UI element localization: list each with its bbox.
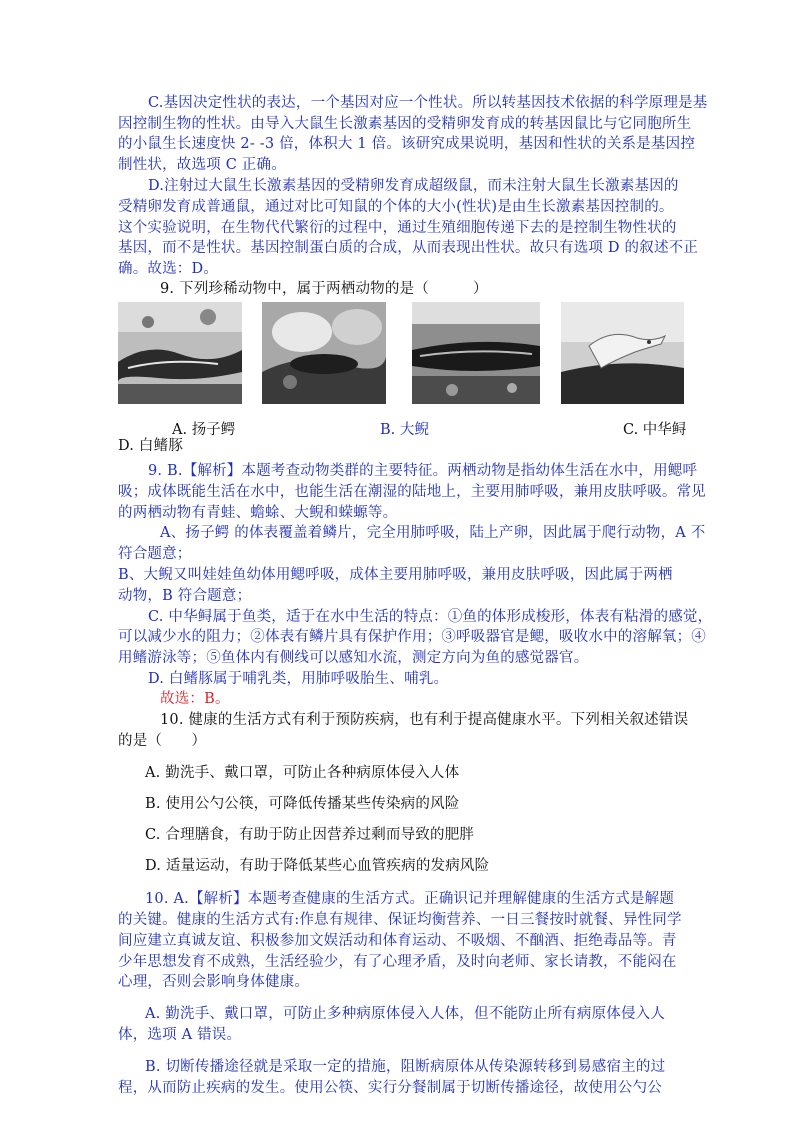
text-line: D.注射过大鼠生长激素基因的受精卵发育成超级鼠，而未注射大鼠生长激素基因的 [148,178,679,194]
text-line: 制性状，故选项 C 正确。 [118,157,286,173]
option-d: D. 白鳍豚 [118,438,184,454]
text-line: C.基因决定性状的表达，一个基因对应一个性状。所以转基因技术依据的科学原理是基 [148,95,708,111]
analysis-line: 动物，B 符合题意； [118,588,252,604]
option-c: C. 合理膳食，有助于防止因营养过剩而导致的肥胖 [145,827,475,843]
photo-chinese-sturgeon [412,302,540,404]
analysis-line: 程，从而防止疾病的发生。使用公筷、实行分餐制属于切断传播途径，故使用公勺公 [118,1080,662,1096]
analysis-line: 间应建立真诚友谊、积极参加文娱活动和体育运动、不吸烟、不酗酒、拒绝毒品等。青 [118,933,677,949]
analysis-line: 10. A.【解析】本题考查健康的生活方式。正确识记并理解健康的生活方式是解题 [145,891,675,907]
option-a: A. 勤洗手、戴口罩，可防止各种病原体侵入人体 [145,765,460,781]
analysis-line: 体，选项 A 错误。 [118,1027,242,1043]
text-line: 受精卵发育成普通鼠，通过对比可知鼠的个体的大小(性状)是由生长激素基因控制的。 [118,199,674,215]
analysis-line: 心理，否则会影响身体健康。 [118,974,310,990]
question-10-stem: 10. 健康的生活方式有利于预防疾病，也有利于提高健康水平。下列相关叙述错误 [160,712,689,728]
analysis-line: A. 勤洗手、戴口罩，可防止多种病原体侵入人体，但不能防止所有病原体侵入人 [145,1006,666,1022]
photo-yangtze-alligator [118,302,242,404]
option-b: B. 大鲵 [380,422,429,438]
option-c: C. 中华鲟 [623,422,687,438]
analysis-line: B. 切断传播途径就是采取一定的措施，阻断病原体从传染源转移到易感宿主的过 [145,1059,666,1075]
question-10-stem: 的是（ ） [118,733,207,749]
text-line: 的小鼠生长速度快 2- -3 倍，体积大 1 倍。该研究成果说明，基因和性状的关系是基因控 [118,136,696,152]
analysis-line: 9. B.【解析】本题考查动物类群的主要特征。两栖动物是指幼体生活在水中，用鳃呼 [148,463,698,479]
answer-line: 故选：B。 [160,691,230,707]
option-b: B. 使用公勺公筷，可降低传播某些传染病的风险 [145,796,460,812]
analysis-line: C. 中华鲟属于鱼类，适于在水中生活的特点：①鱼的体形成梭形，体表有粘滑的感觉， [148,609,713,625]
option-a: A. 扬子鳄 [172,422,236,438]
analysis-line: 的关键。健康的生活方式有:作息有规律、保证均衡营养、一日三餐按时就餐、异性同学 [118,912,682,928]
analysis-line: A、扬子鳄 的体表覆盖着鳞片，完全用肺呼吸，陆上产卵，因此属于爬行动物，A 不 [160,525,706,541]
text-line: 确。故选：D。 [118,261,219,277]
option-d: D. 适量运动，有助于降低某些心血管疾病的发病风险 [145,858,490,874]
analysis-line: D. 白鳍豚属于哺乳类，用肺呼吸胎生、哺乳。 [148,671,449,687]
text-line: 这个实验说明，在生物代代繁衍的过程中，通过生殖细胞传递下去的是控制生物性状的 [118,220,677,236]
text-line: 因控制生物的性状。由导入大鼠生长激素基因的受精卵发育成的转基因鼠比与它同胞所生 [118,116,692,132]
analysis-line: 吸；成体既能生活在水中，也能生活在潮湿的陆地上，主要用肺呼吸，兼用皮肤呼吸。常见 [118,484,706,500]
photo-baiji-dolphin [561,302,684,404]
analysis-line: 少年思想发育不成熟，生活经验少，有了心理矛盾，及时向老师、家长请教，不能闷在 [118,954,677,970]
text-line: 基因，而不是性状。基因控制蛋白质的合成，从而表现出性状。故只有选项 D 的叙述不正 [118,240,699,256]
question-9-stem: 9. 下列珍稀动物中，属于两栖动物的是（ ） [160,281,488,297]
analysis-line: 符合题意； [118,546,192,562]
photo-giant-salamander [262,302,386,404]
analysis-line: 可以减少水的阻力；②体表有鳞片具有保护作用；③呼吸器官是鳃，吸收水中的溶解氧；④ [118,629,706,645]
analysis-line: B、大鲵又叫娃娃鱼幼体用鳃呼吸，成体主要用肺呼吸，兼用皮肤呼吸，因此属于两栖 [118,567,673,583]
analysis-line: 用鳍游泳等；⑤鱼体内有侧线可以感知水流，测定方向为鱼的感觉器官。 [118,650,589,666]
analysis-line: 的两栖动物有青蛙、蟾蜍、大鲵和蝾螈等。 [118,505,398,521]
